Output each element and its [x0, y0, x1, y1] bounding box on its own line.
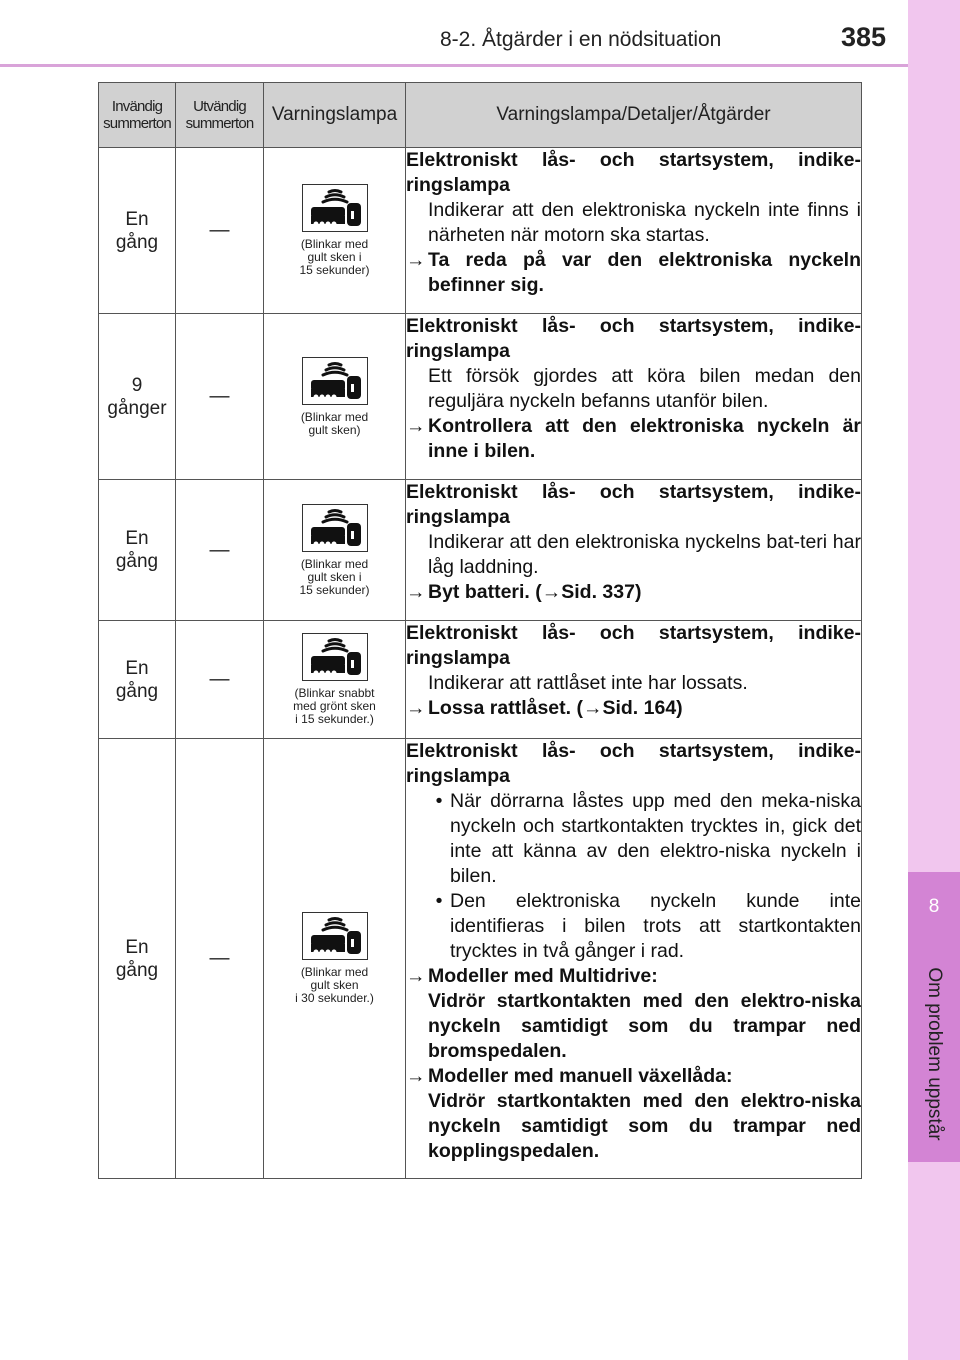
warning-table: [98, 82, 862, 1179]
lamp-caption-line: 15 sekunder): [299, 263, 370, 277]
detail-text: Ett försök gjordes att köra bilen medan den reguljära nyckeln befanns utanför bilen.: [428, 365, 861, 412]
count-line: gång: [115, 231, 159, 253]
lamp-caption-line: i 30 sekunder.): [295, 991, 374, 1005]
details-cell: [406, 480, 862, 621]
detail-text: Indikerar att rattlåset inte har lossats.: [428, 672, 748, 694]
count-line: En: [125, 528, 149, 549]
smart-key-warning-icon: [303, 634, 367, 680]
table-row: [99, 621, 862, 739]
detail-action: [406, 414, 861, 464]
arrow-icon: →: [406, 415, 426, 437]
action-text: Byt batteri. (→Sid. 337): [428, 581, 642, 603]
count-line: gång: [115, 551, 159, 572]
header-details: Varningslampa/Detaljer/Åtgärder: [406, 83, 862, 148]
lamp-caption-line: gult sken i: [307, 569, 362, 584]
header-outer-buzzer-line1: Utvändig: [193, 98, 246, 115]
table-row: [99, 739, 862, 1179]
action-heading: Modeller med Multidrive:: [428, 965, 658, 987]
details-cell: [406, 314, 862, 480]
count-line: En: [125, 657, 149, 679]
arrow-icon: →: [406, 1065, 426, 1087]
lamp-caption-line: i 15 sekunder.): [295, 712, 374, 726]
outer-buzzer: —: [176, 621, 264, 739]
arrow-icon: →: [406, 581, 426, 603]
bullet-dot: •: [435, 890, 443, 912]
header-outer-buzzer-line2: summerton: [185, 115, 254, 132]
lamp-caption-line: 15 sekunder): [299, 582, 370, 597]
arrow-icon: →: [406, 697, 426, 719]
inner-buzzer-count: [99, 621, 176, 739]
inner-buzzer-count: [99, 148, 176, 314]
warning-lamp: [302, 184, 368, 232]
detail-action: [406, 964, 861, 1064]
lamp-caption-line: gult sken): [308, 422, 361, 437]
lamp-caption-line: (Blinkar snabbt: [294, 686, 375, 700]
detail-title: Elektroniskt lås- och startsystem, indike-ringslampa: [406, 315, 861, 362]
count-line: 9: [131, 374, 143, 396]
table-row: [99, 480, 862, 621]
lamp-caption-line: (Blinkar med: [300, 237, 369, 251]
table-row: [99, 148, 862, 314]
details-cell: [406, 148, 862, 314]
outer-buzzer: —: [176, 314, 264, 480]
warning-lamp: [302, 633, 368, 681]
action-block: [428, 964, 861, 1064]
count-line: gånger: [107, 397, 167, 419]
chapter-title: Om problem uppstår: [924, 967, 945, 1141]
outer-buzzer: —: [176, 739, 264, 1179]
warning-lamp: [302, 504, 368, 552]
table-header-row: [99, 83, 862, 148]
inner-buzzer-count: [99, 739, 176, 1179]
warning-lamp-cell: [264, 148, 406, 314]
detail-action: [406, 1064, 861, 1164]
warning-lamp-cell: [264, 621, 406, 739]
detail-bullet: [406, 789, 861, 889]
lamp-caption-line: gult sken: [310, 978, 359, 992]
action-text: Lossa rattlåset. (→Sid. 164): [428, 697, 683, 719]
warning-lamp: [302, 357, 368, 405]
count-line: En: [125, 208, 149, 230]
lamp-caption-line: (Blinkar med: [300, 965, 369, 979]
warning-lamp-cell: [264, 314, 406, 480]
count-line: En: [125, 936, 149, 958]
arrow-icon: →: [406, 965, 426, 987]
header-warning-lamp: Varningslampa: [264, 83, 406, 148]
warning-lamp: [302, 912, 368, 960]
page-number: 385: [841, 22, 887, 52]
header-inner-buzzer: [99, 83, 176, 148]
smart-key-warning-icon: [303, 913, 367, 959]
lamp-caption-line: (Blinkar med: [300, 556, 369, 571]
bullet-text: Den elektroniska nyckeln kunde inte identifieras i bilen trots att startkontakten trycktes in två gånger i rad.: [450, 890, 861, 962]
warning-lamp-cell: [264, 739, 406, 1179]
lamp-caption: [264, 558, 405, 597]
lamp-caption: [264, 966, 405, 1005]
warning-lamp-cell: [264, 480, 406, 621]
lamp-caption: [264, 687, 405, 726]
chapter-number: 8: [928, 896, 940, 917]
bullet-dot: •: [435, 790, 443, 812]
section-title: 8-2. Åtgärder i en nödsituation: [440, 28, 722, 51]
count-line: gång: [115, 959, 159, 981]
lamp-caption: [264, 238, 405, 277]
header-inner-buzzer-line2: summerton: [103, 115, 171, 132]
bullet-text: När dörrarna låstes upp med den meka-niska nyckeln och startkontakten trycktes in, gick det inte att känna av den elektro-niska nyckeln i bilen.: [450, 790, 861, 887]
outer-buzzer: —: [176, 148, 264, 314]
inner-buzzer-count: [99, 480, 176, 621]
lamp-caption-line: gult sken i: [307, 250, 362, 264]
smart-key-warning-icon: [303, 185, 367, 231]
outer-buzzer: —: [176, 480, 264, 621]
lamp-caption: [264, 411, 405, 437]
detail-title: Elektroniskt lås- och startsystem, indike-ringslampa: [406, 481, 861, 528]
details-cell: [406, 621, 862, 739]
header-outer-buzzer: [176, 83, 264, 148]
count-line: gång: [115, 680, 159, 702]
detail-action: [406, 696, 861, 721]
action-text: Vidrör startkontakten med den elektro-niska nyckeln samtidigt som du trampar ned bromspedalen.: [428, 990, 861, 1062]
arrow-icon: →: [406, 249, 426, 271]
action-block: [428, 1064, 861, 1164]
detail-title: Elektroniskt lås- och startsystem, indike-ringslampa: [406, 149, 861, 196]
detail-action: [406, 580, 861, 605]
detail-action: [406, 248, 861, 298]
action-heading: Modeller med manuell växellåda:: [428, 1065, 733, 1087]
smart-key-warning-icon: [303, 358, 367, 404]
action-text: Ta reda på var den elektroniska nyckeln befinner sig.: [428, 249, 861, 296]
lamp-caption-line: med grönt sken: [293, 699, 376, 713]
header-rule: [0, 64, 908, 67]
detail-bullet: [406, 889, 861, 964]
action-text: Kontrollera att den elektroniska nyckeln är inne i bilen.: [428, 415, 861, 462]
smart-key-warning-icon: [303, 505, 367, 551]
inner-buzzer-count: [99, 314, 176, 480]
details-cell: [406, 739, 862, 1179]
detail-title: Elektroniskt lås- och startsystem, indike-ringslampa: [406, 740, 861, 787]
table-row: [99, 314, 862, 480]
detail-title: Elektroniskt lås- och startsystem, indike-ringslampa: [406, 622, 861, 669]
detail-text: Indikerar att den elektroniska nyckeln inte finns i närheten när motorn ska startas.: [428, 199, 861, 246]
detail-text: Indikerar att den elektroniska nyckelns bat-teri har låg laddning.: [428, 531, 861, 578]
header-inner-buzzer-line1: Invändig: [111, 98, 163, 115]
action-text: Vidrör startkontakten med den elektro-niska nyckeln samtidigt som du trampar ned kopplingspedalen.: [428, 1090, 861, 1162]
lamp-caption-line: (Blinkar med: [300, 409, 369, 424]
